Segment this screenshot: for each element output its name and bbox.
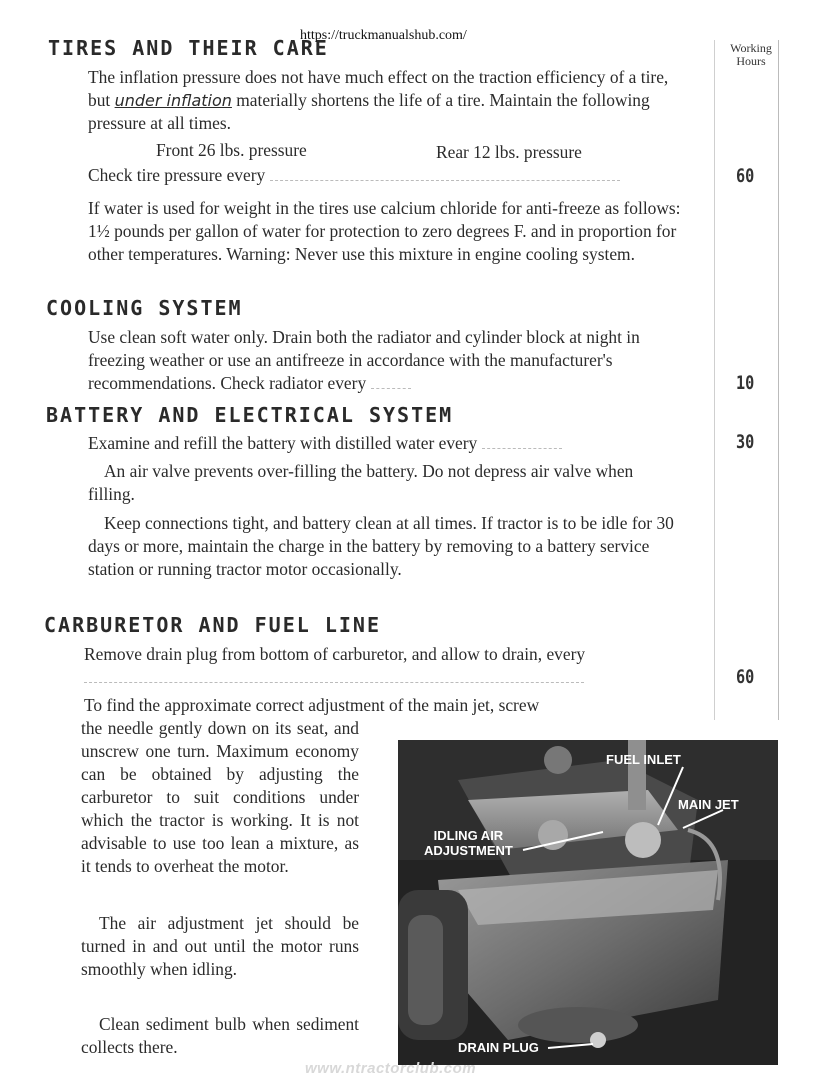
label-idling-line2: ADJUSTMENT — [424, 843, 513, 858]
source-url[interactable]: https://truckmanualshub.com/ — [300, 28, 467, 43]
tires-paragraph-2: If water is used for weight in the tires use calcium chloride for anti-freeze as follows: 1½ pounds per gallon of water for protection to zero degrees F. and in proportion for other temperatures. Warning: Never use this mixture in engine cooling system. — [88, 198, 681, 264]
label-fuel-inlet: FUEL INLET — [606, 752, 681, 767]
carburetor-hours: 60 — [736, 666, 755, 688]
leader-dots — [371, 388, 411, 389]
cooling-text: Use clean soft water only. Drain both the radiator and cylinder block at night in freezing weather or use an antifreeze in accordance with the manufacturer's recommendations. Check radiator every — [88, 327, 640, 393]
carburetor-p2-line1: To find the approximate correct adjustment of the main jet, screw — [84, 695, 540, 715]
cooling-hours: 10 — [736, 372, 755, 394]
battery-refill-line — [88, 432, 684, 455]
front-pressure: Front 26 lbs. pressure — [156, 140, 307, 160]
battery-heading: BATTERY AND ELECTRICAL SYSTEM — [46, 403, 454, 427]
footer-watermark-url: www.ntractorclub.com — [305, 1060, 477, 1077]
carburetor-photo — [398, 740, 778, 1065]
tires-p1-before: The inflation pressure does not have much effect on the traction efficiency of a tire, but — [88, 67, 669, 110]
hours-column-rule-right — [778, 40, 779, 720]
carburetor-p4: Clean sediment bulb when sediment collects there. — [81, 1014, 359, 1057]
tire-check-line — [88, 164, 668, 187]
tires-paragraph-1 — [88, 66, 684, 135]
leader-dots — [270, 180, 620, 181]
tire-check-text: Check tire pressure every — [88, 165, 266, 185]
carburetor-drain-line — [84, 643, 684, 689]
carburetor-p2-rest: the needle gently down on its seat, and unscrew one turn. Maximum economy can be obtained by adjusting the carburetor to suit conditions under which the tractor is working. It is not advisable to use too lean a mixture, as it tends to overheat the motor. — [81, 718, 359, 876]
hours-header-line1: Working — [730, 41, 772, 55]
tires-heading: TIRES AND THEIR CARE — [48, 36, 329, 60]
label-drain-plug: DRAIN PLUG — [458, 1040, 539, 1055]
cooling-paragraph — [88, 326, 684, 395]
carburetor-illustration — [398, 740, 778, 1065]
rear-pressure: Rear 12 lbs. pressure — [436, 142, 582, 162]
hours-column-header — [720, 42, 782, 68]
leader-dots — [482, 448, 562, 449]
battery-paragraph-3: Keep connections tight, and battery clean at all times. If tractor is to be idle for 30 days or more, maintain the charge in the battery by removing to a battery service station or running tractor motor occasionally. — [88, 513, 674, 579]
hours-column-rule — [714, 40, 715, 720]
battery-refill-text: Examine and refill the battery with distilled water every — [88, 433, 478, 453]
tires-p1-after: materially shortens the life of a tire. Maintain the following pressure at all times. — [88, 90, 650, 133]
tires-p1-emphasis: under inflation — [114, 91, 232, 110]
battery-hours: 30 — [736, 431, 755, 453]
battery-paragraph-2: An air valve prevents over-filling the battery. Do not depress air valve when filling. — [88, 461, 634, 504]
tire-check-hours: 60 — [736, 165, 755, 187]
carburetor-p3: The air adjustment jet should be turned in and out until the motor runs smoothly when idling. — [81, 913, 359, 979]
leader-dots — [84, 682, 584, 683]
carburetor-drain-text: Remove drain plug from bottom of carburetor, and allow to drain, every — [84, 644, 586, 664]
label-main-jet: MAIN JET — [678, 797, 739, 812]
hours-header-line2: Hours — [736, 54, 766, 68]
carburetor-heading: CARBURETOR AND FUEL LINE — [44, 613, 381, 637]
label-idling-line1: IDLING AIR — [433, 828, 504, 843]
cooling-heading: COOLING SYSTEM — [46, 296, 243, 320]
label-idling-air-adjustment — [424, 828, 513, 858]
